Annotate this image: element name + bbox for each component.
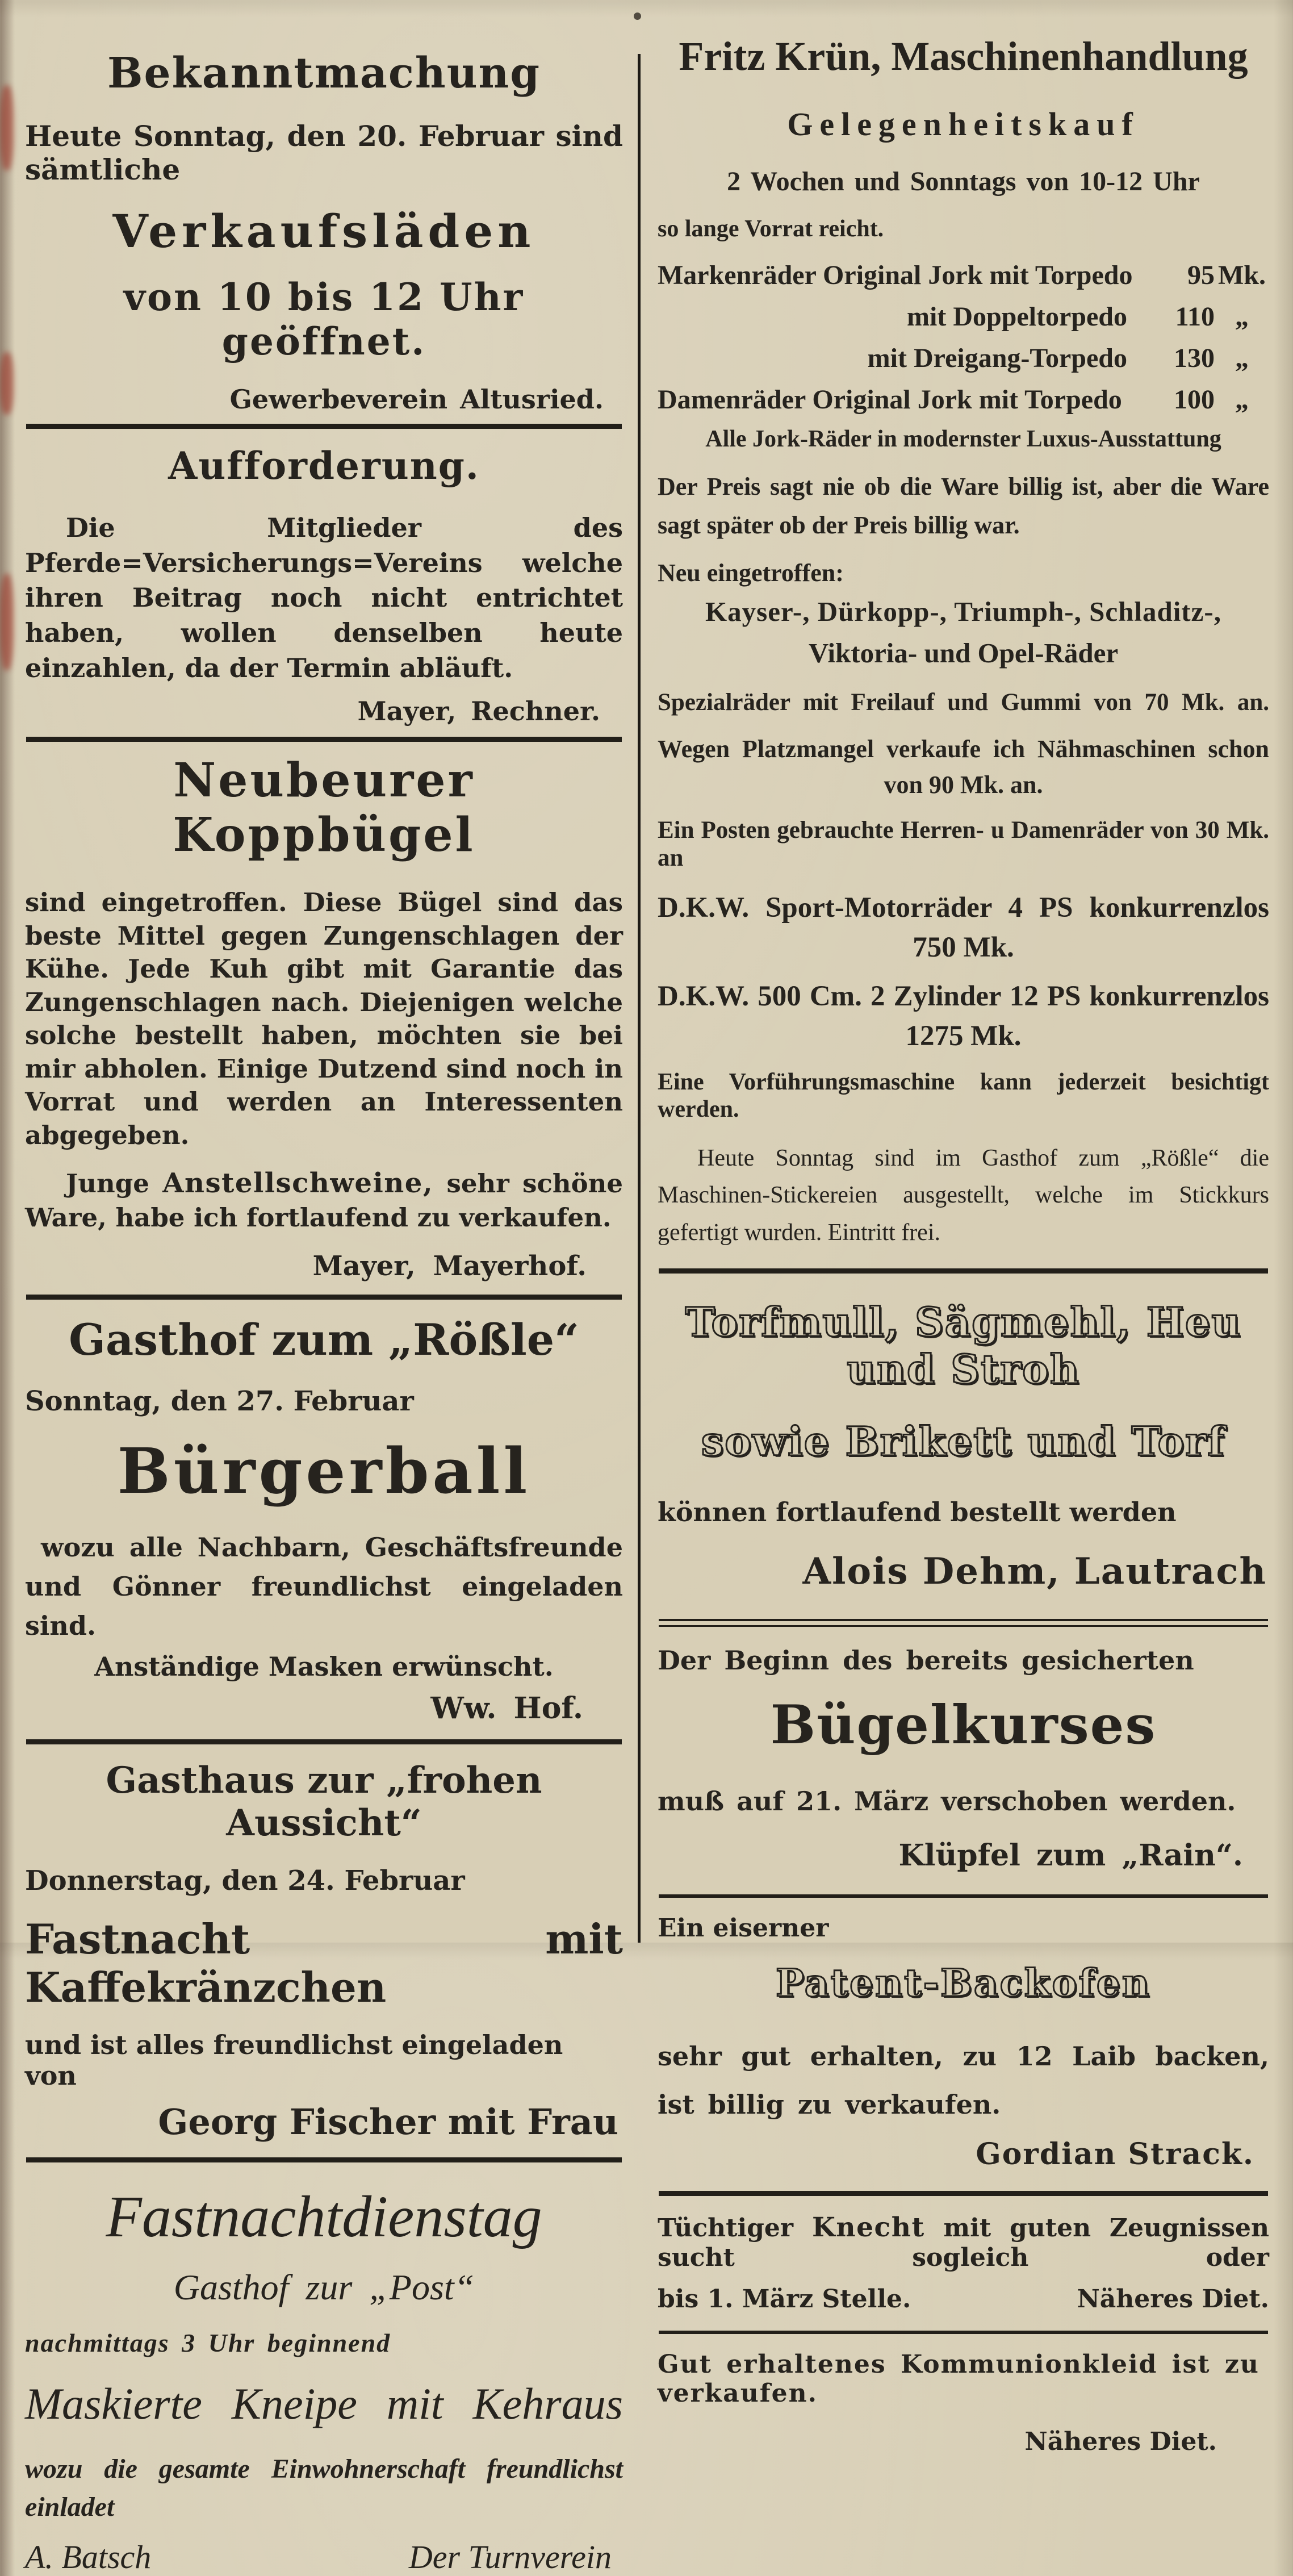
ad-bekanntmachung	[25, 49, 623, 415]
section-divider	[26, 2157, 622, 2162]
price-unit: „	[1235, 385, 1249, 415]
ad-title: Neubeurer Koppbügel	[173, 753, 475, 863]
ad-contact: Näheres Diet.	[1024, 2427, 1217, 2456]
ad-knecht	[658, 2212, 1269, 2314]
ad-body: und ist alles freundlichst eingeladen von	[25, 2030, 563, 2091]
scan-edge-stain	[0, 85, 14, 170]
ad-line-row	[658, 2285, 1269, 2314]
price-label: mit Doppeltorpedo	[907, 302, 1127, 332]
ad-event-title: Maskierte Kneipe mit Kehraus	[25, 2379, 623, 2429]
ad-signature: Gewerbeverein Altusried.	[229, 384, 604, 415]
scan-edge-stain	[0, 352, 14, 415]
ad-body: sind eingetroffen. Diese Bügel sind das beste Mittel gegen Zungenschlagen der Kühe. Jede Kuh gibt mit Garantie das Zungenschlagen nach. Diejenigen welche solche bestellt haben, möchten sie bei mir abholen. Einige Dutzend sind noch in Vorrat und werden an Interessenten abgegeben.	[25, 887, 623, 1150]
ad-torf	[658, 1299, 1269, 1593]
ad-signature: Klüpfel zum „Rain“.	[898, 1838, 1243, 1873]
ad-signature: Der Turnverein	[408, 2538, 612, 2575]
ad-body: Gut erhaltenes Kommunionkleid ist zu verkaufen.	[658, 2349, 1259, 2408]
ad-title: Torfmull, Sägmehl, Heu und Stroh	[685, 1298, 1242, 1393]
ad-price-line: 1275 Mk.	[905, 1020, 1022, 1053]
ad-body: sehr gut erhalten, zu 12 Laib backen, ist billig zu verkaufen.	[658, 2040, 1269, 2120]
ad-signature-row	[25, 2538, 612, 2576]
ad-body: Die Mitglieder des Pferde=Versicherungs=Vereins welche ihren Beitrag noch nicht entrichtet haben, wollen denselben heute einzahlen, da der Termin abläuft.	[25, 512, 623, 683]
ad-signature: Mayer, Rechner.	[357, 696, 600, 727]
ad-signature: Ww. Hof.	[430, 1691, 583, 1726]
price-value: 100	[1174, 385, 1215, 415]
ad-kruen	[658, 33, 1269, 1251]
ad-intro: Ein eiserner	[658, 1913, 829, 1943]
ad-line: von 10 bis 12 Uhr geöffnet.	[123, 275, 525, 364]
right-column	[641, 0, 1293, 2456]
ad-venue: Gasthof zur „Post“	[173, 2267, 475, 2308]
price-row	[658, 260, 1269, 291]
ad-roessle	[25, 1314, 623, 1726]
ad-event-title: Fastnacht mit Kaffekränzchen	[25, 1915, 623, 2012]
left-column	[0, 0, 638, 2575]
ad-text: mit guten Zeugnissen sucht sogleich oder	[658, 2213, 1270, 2272]
ad-line: Alle Jork-Räder in modernster Luxus-Ausstattung	[705, 426, 1221, 452]
price-value: 95	[1187, 260, 1215, 290]
ad-time: nachmittags 3 Uhr beginnend	[25, 2328, 391, 2358]
ad-body	[25, 1166, 623, 1234]
ad-line: Viktoria- und Opel-Räder	[808, 637, 1119, 669]
ink-speck	[634, 12, 641, 20]
ad-intro: Der Beginn des bereits gesicherten	[658, 1644, 1194, 1676]
ad-title: Bügelkurses	[770, 1693, 1157, 1756]
ad-title: Patent-Backofen	[776, 1960, 1151, 2005]
ad-title: Fritz Krün, Maschinenhandlung	[679, 34, 1248, 79]
ad-aussicht	[25, 1759, 623, 2143]
ad-text: bis 1. März Stelle.	[658, 2284, 911, 2314]
ad-hours: 2 Wochen und Sonntags von 10-12 Uhr	[727, 166, 1200, 197]
ad-line: so lange Vorrat reicht.	[658, 216, 884, 242]
ad-title: Aufforderung.	[168, 444, 480, 488]
section-divider	[659, 2191, 1268, 2196]
ad-body: wozu die gesamte Einwohnerschaft freundlichst einladet	[25, 2454, 623, 2523]
ad-signature: Gordian Strack.	[976, 2136, 1254, 2172]
ad-line: Verkaufsläden	[112, 204, 535, 258]
ad-line: Heute Sonntag, den 20. Februar sind sämtliche	[25, 119, 623, 186]
ad-signature: Alois Dehm, Lautrach	[802, 1550, 1267, 1593]
ad-body: muß auf 21. März verschoben werden.	[658, 1785, 1236, 1817]
ad-text-bold: Anstellschweine,	[162, 1167, 434, 1200]
section-divider	[659, 1268, 1268, 1274]
ad-line: Eine Vorführungsmaschine kann jederzeit besichtigt werden.	[658, 1069, 1269, 1123]
section-divider	[26, 1739, 622, 1744]
section-divider	[659, 2331, 1268, 2334]
ad-signature: Georg Fischer mit Frau	[158, 2101, 618, 2143]
ad-price-line: 750 Mk.	[913, 932, 1014, 964]
ad-title: Gasthof zum „Rößle“	[69, 1314, 579, 1366]
ad-title: Bekanntmachung	[107, 49, 541, 98]
ad-buegelkurs	[658, 1645, 1269, 1873]
ad-text: sehr schöne Ware, habe ich fortlaufend zu verkaufen.	[25, 1168, 623, 1233]
ad-line: Ein Posten gebrauchte Herren- u Damenräder von 30 Mk. an	[658, 817, 1269, 872]
ad-fastnachtdienstag	[25, 2183, 623, 2575]
ad-subtitle: Gelegenheitskauf	[787, 106, 1140, 143]
ad-line: D.K.W. 500 Cm. 2 Zylinder 12 PS konkurrenzlos	[658, 980, 1269, 1013]
ad-body: Heute Sonntag sind im Gasthof zum „Rößle“ die Maschinen-Stickereien ausgestellt, welche im Stickkurs gefertigt wurden. Eintritt frei.	[658, 1145, 1269, 1246]
ad-line: D.K.W. Sport-Motorräder 4 PS konkurrenzlos	[658, 892, 1269, 924]
ad-date: Sonntag, den 27. Februar	[25, 1385, 414, 1418]
ad-line: von 90 Mk. an.	[884, 771, 1043, 799]
ad-body: wozu alle Nachbarn, Geschäftsfreunde und Gönner freundlichst eingeladen sind.	[25, 1532, 623, 1642]
ad-title: Fastnachtdienstag	[106, 2184, 542, 2250]
price-row	[658, 384, 1269, 415]
ad-line: Spezialräder mit Freilauf und Gummi von 70 Mk. an.	[658, 689, 1269, 716]
ad-date: Donnerstag, den 24. Februar	[25, 1865, 465, 1897]
ad-signature: Mayer, Mayerhof.	[312, 1250, 587, 1283]
ad-title: sowie Brikett und Torf	[701, 1417, 1226, 1465]
price-value: 110	[1175, 302, 1215, 332]
section-divider	[26, 424, 622, 429]
ad-event-title: Bürgerball	[117, 1434, 531, 1508]
price-unit: „	[1235, 302, 1249, 332]
price-label: Damenräder Original Jork mit Torpedo	[658, 385, 1122, 415]
ad-body: können fortlaufend bestellt werden	[658, 1496, 1177, 1527]
ad-title: Gasthaus zur „frohen Aussicht“	[106, 1759, 542, 1845]
ad-aufforderung	[25, 444, 623, 727]
ad-line: Kayser-, Dürkopp-, Triumph-, Schladitz-,	[705, 596, 1221, 628]
price-unit: „	[1235, 343, 1249, 373]
ad-body: Der Preis sagt nie ob die Ware billig ist, aber die Ware sagt später ob der Preis billig war.	[658, 473, 1269, 540]
ad-koppbuegel	[25, 753, 623, 1282]
ad-line: Wegen Platzmangel verkaufe ich Nähmaschinen schon	[658, 735, 1269, 763]
scan-edge-stain	[0, 574, 14, 670]
price-label: Markenräder Original Jork mit Torpedo	[658, 260, 1133, 290]
ad-body	[658, 2212, 1269, 2272]
section-divider	[659, 1894, 1268, 1898]
ad-note: Anständige Masken erwünscht.	[94, 1651, 554, 1682]
ad-text: Junge	[66, 1168, 163, 1199]
ad-text: Tüchtiger	[658, 2213, 812, 2243]
ad-kommunion	[658, 2350, 1269, 2456]
ad-text-bold: Knecht	[811, 2211, 925, 2243]
price-unit: Mk.	[1218, 260, 1266, 290]
price-value: 130	[1174, 343, 1215, 373]
ad-backofen	[658, 1914, 1269, 2172]
price-label: mit Dreigang-Torpedo	[867, 343, 1127, 373]
price-row	[658, 343, 1269, 374]
section-divider	[26, 737, 622, 742]
price-row	[658, 301, 1269, 332]
section-divider	[659, 1619, 1268, 1627]
ad-signature: A. Batsch	[25, 2538, 152, 2575]
section-divider	[26, 1295, 622, 1300]
ad-contact: Näheres Diet.	[1077, 2284, 1269, 2314]
ad-line: Neu eingetroffen:	[658, 559, 844, 587]
